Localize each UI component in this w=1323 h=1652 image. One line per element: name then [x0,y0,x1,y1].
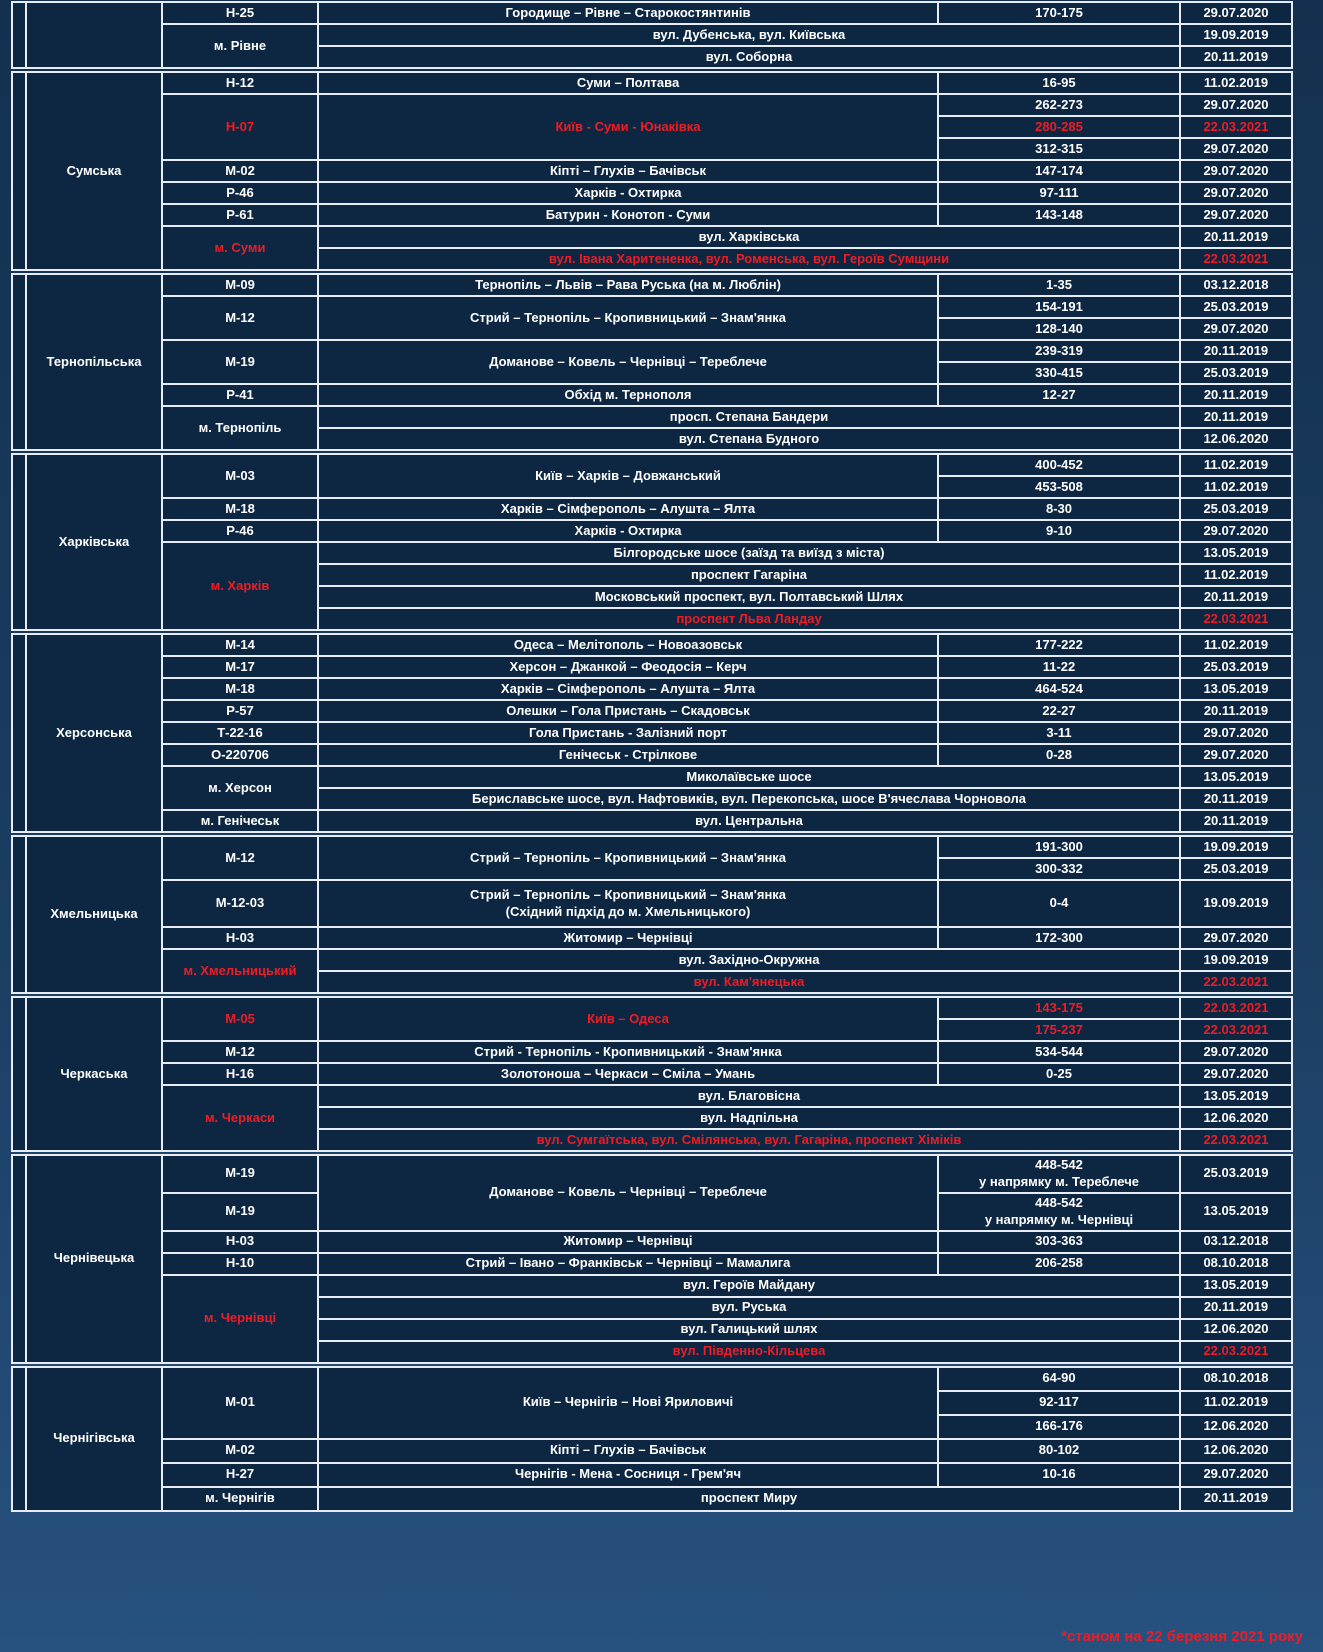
km-range-cell: 80-102 [938,1439,1180,1463]
region-section [11,1154,1293,1364]
street-name-cell: проспект Льва Ландау [318,608,1180,630]
street-name-cell: вул. Південно-Кільцева [318,1341,1180,1363]
street-name-cell: вул. Надпільна [318,1107,1180,1129]
date-cell: 12.06.2020 [1180,428,1292,450]
date-cell: 25.03.2019 [1180,498,1292,520]
date-cell: 29.07.2020 [1180,204,1292,226]
road-name-cell: Тернопіль – Львів – Рава Руська (на м. Люблін) [318,274,938,296]
edge-strip-cell [12,454,26,630]
date-cell: 20.11.2019 [1180,226,1292,248]
street-name-cell: вул. Благовісна [318,1085,1180,1107]
road-code-cell: Н-16 [162,1063,318,1085]
date-cell: 13.05.2019 [1180,1085,1292,1107]
city-code-cell: м. Харків [162,542,318,630]
road-name-cell: Обхід м. Тернополя [318,384,938,406]
km-range-cell: 128-140 [938,318,1180,340]
street-name-cell: Миколаївське шосе [318,766,1180,788]
city-code-cell: м. Херсон [162,766,318,810]
road-code-cell: Н-03 [162,927,318,949]
street-name-cell: вул. Західно-Окружна [318,949,1180,971]
road-name-cell: Житомир – Чернівці [318,927,938,949]
date-cell: 29.07.2020 [1180,182,1292,204]
road-code-cell: М-01 [162,1367,318,1439]
km-range-cell: 303-363 [938,1231,1180,1253]
road-name-cell: Одеса – Мелітополь – Новоазовськ [318,634,938,656]
road-code-cell: Р-41 [162,384,318,406]
date-cell: 12.06.2020 [1180,1439,1292,1463]
road-name-cell: Доманове – Ковель – Чернівці – Тереблече [318,1155,938,1231]
date-cell: 22.03.2021 [1180,248,1292,270]
edge-strip-cell [12,836,26,993]
date-cell: 13.05.2019 [1180,542,1292,564]
edge-strip-cell [12,1367,26,1511]
road-name-cell: Харків – Сімферополь – Алушта – Ялта [318,678,938,700]
date-cell: 08.10.2018 [1180,1367,1292,1391]
date-cell: 19.09.2019 [1180,836,1292,858]
km-range-cell: 92-117 [938,1391,1180,1415]
km-range-cell: 11-22 [938,656,1180,678]
km-range-cell: 9-10 [938,520,1180,542]
date-cell: 20.11.2019 [1180,586,1292,608]
km-range-cell: 177-222 [938,634,1180,656]
road-name-cell: Стрий – Тернопіль – Кропивницький – Знам'янка [318,296,938,340]
date-cell: 25.03.2019 [1180,296,1292,318]
road-code-cell: Р-57 [162,700,318,722]
road-code-cell: Н-07 [162,94,318,160]
edge-strip-cell [12,2,26,68]
date-cell: 25.03.2019 [1180,362,1292,384]
street-name-cell: вул. Галицький шлях [318,1319,1180,1341]
road-name-cell: Київ - Суми - Юнаківка [318,94,938,160]
street-name-cell: вул. Руська [318,1297,1180,1319]
km-range-cell: 12-27 [938,384,1180,406]
date-cell: 22.03.2021 [1180,608,1292,630]
km-range-cell: 280-285 [938,116,1180,138]
region-section [11,835,1293,994]
km-range-cell: 170-175 [938,2,1180,24]
edge-strip-cell [12,997,26,1151]
region-cell: Харківська [26,454,162,630]
date-cell: 29.07.2020 [1180,520,1292,542]
street-name-cell: вул. Центральна [318,810,1180,832]
km-range-cell: 3-11 [938,722,1180,744]
date-cell: 29.07.2020 [1180,744,1292,766]
road-name-cell: Золотоноша – Черкаси – Сміла – Умань [318,1063,938,1085]
date-cell: 19.09.2019 [1180,949,1292,971]
km-range-cell: 464-524 [938,678,1180,700]
date-cell: 29.07.2020 [1180,160,1292,182]
date-cell: 08.10.2018 [1180,1253,1292,1275]
street-name-cell: вул. Степана Будного [318,428,1180,450]
date-cell: 11.02.2019 [1180,1391,1292,1415]
date-cell: 20.11.2019 [1180,810,1292,832]
road-code-cell: М-12 [162,296,318,340]
region-cell: Черкаська [26,997,162,1151]
date-cell: 13.05.2019 [1180,1275,1292,1297]
road-code-cell: Н-12 [162,72,318,94]
km-range-cell: 166-176 [938,1415,1180,1439]
date-cell: 11.02.2019 [1180,634,1292,656]
date-cell: 25.03.2019 [1180,1155,1292,1193]
road-code-cell: Н-27 [162,1463,318,1487]
km-range-cell: 400-452 [938,454,1180,476]
km-range-cell: 64-90 [938,1367,1180,1391]
km-range-cell: 453-508 [938,476,1180,498]
date-cell: 03.12.2018 [1180,274,1292,296]
road-name-cell: Стрий – Тернопіль – Кропивницький – Знам'янка (Східний підхід до м. Хмельницького) [318,880,938,927]
date-cell: 12.06.2020 [1180,1415,1292,1439]
date-cell: 13.05.2019 [1180,1193,1292,1231]
date-cell: 29.07.2020 [1180,1041,1292,1063]
road-name-cell: Доманове – Ковель – Чернівці – Тереблече [318,340,938,384]
road-name-cell: Городище – Рівне – Старокостянтинів [318,2,938,24]
road-name-cell: Стрий - Тернопіль - Кропивницький - Знам'янка [318,1041,938,1063]
region-section [11,1366,1293,1512]
date-cell: 29.07.2020 [1180,318,1292,340]
km-range-cell: 206-258 [938,1253,1180,1275]
road-code-cell: М-12 [162,836,318,880]
km-range-cell: 22-27 [938,700,1180,722]
region-section [11,71,1293,271]
date-cell: 22.03.2021 [1180,1341,1292,1363]
date-cell: 20.11.2019 [1180,384,1292,406]
km-range-cell: 0-4 [938,880,1180,927]
road-code-cell: Т-22-16 [162,722,318,744]
date-cell: 22.03.2021 [1180,116,1292,138]
road-name-cell: Суми – Полтава [318,72,938,94]
date-cell: 20.11.2019 [1180,1487,1292,1511]
date-cell: 12.06.2020 [1180,1107,1292,1129]
city-code-cell: м. Чернівці [162,1275,318,1363]
road-name-cell: Житомир – Чернівці [318,1231,938,1253]
date-cell: 25.03.2019 [1180,656,1292,678]
road-name-cell: Харків – Сімферополь – Алушта – Ялта [318,498,938,520]
km-range-cell: 154-191 [938,296,1180,318]
street-name-cell: вул. Кам'янецька [318,971,1180,993]
road-name-cell: Гола Пристань - Залізний порт [318,722,938,744]
date-cell: 13.05.2019 [1180,678,1292,700]
road-code-cell: М-19 [162,1193,318,1231]
km-range-cell: 97-111 [938,182,1180,204]
street-name-cell: проспект Гагаріна [318,564,1180,586]
date-cell: 29.07.2020 [1180,138,1292,160]
km-range-cell: 312-315 [938,138,1180,160]
date-cell: 22.03.2021 [1180,971,1292,993]
date-cell: 29.07.2020 [1180,2,1292,24]
date-cell: 11.02.2019 [1180,454,1292,476]
date-cell: 25.03.2019 [1180,858,1292,880]
date-cell: 29.07.2020 [1180,927,1292,949]
date-cell: 11.02.2019 [1180,476,1292,498]
street-name-cell: Бериславське шосе, вул. Нафтовиків, вул. Перекопська, шосе В'ячеслава Чорновола [318,788,1180,810]
date-cell: 13.05.2019 [1180,766,1292,788]
road-code-cell: Н-03 [162,1231,318,1253]
city-code-cell: м. Суми [162,226,318,270]
date-cell: 22.03.2021 [1180,997,1292,1019]
date-cell: 19.09.2019 [1180,880,1292,927]
city-code-cell: м. Рівне [162,24,318,68]
road-name-cell: Стрий – Івано – Франківськ – Чернівці – Мамалига [318,1253,938,1275]
km-range-cell: 448-542 у напрямку м. Тереблече [938,1155,1180,1193]
road-name-cell: Київ – Одеса [318,997,938,1041]
city-code-cell: м. Генічеськ [162,810,318,832]
region-section [11,996,1293,1152]
road-code-cell: М-18 [162,678,318,700]
edge-strip-cell [12,1155,26,1363]
street-name-cell: вул. Харківська [318,226,1180,248]
date-cell: 11.02.2019 [1180,564,1292,586]
date-cell: 20.11.2019 [1180,340,1292,362]
city-code-cell: м. Черкаси [162,1085,318,1151]
street-name-cell: вул. Соборна [318,46,1180,68]
edge-strip-cell [12,634,26,832]
date-cell: 19.09.2019 [1180,24,1292,46]
street-name-cell: вул. Сумгаїтська, вул. Смілянська, вул. Гагаріна, проспект Хіміків [318,1129,1180,1151]
date-cell: 20.11.2019 [1180,700,1292,722]
road-code-cell: М-05 [162,997,318,1041]
road-code-cell: М-12-03 [162,880,318,927]
km-range-cell: 0-28 [938,744,1180,766]
edge-strip-cell [12,72,26,270]
street-name-cell: Московський проспект, вул. Полтавський Шлях [318,586,1180,608]
km-range-cell: 191-300 [938,836,1180,858]
region-section [11,1,1293,69]
road-name-cell: Київ – Харків – Довжанський [318,454,938,498]
date-cell: 20.11.2019 [1180,46,1292,68]
km-range-cell: 239-319 [938,340,1180,362]
road-code-cell: Р-61 [162,204,318,226]
region-cell: Чернівецька [26,1155,162,1363]
footnote: *станом на 22 березня 2021 року [1061,1628,1303,1645]
region-cell: Сумська [26,72,162,270]
date-cell: 29.07.2020 [1180,1463,1292,1487]
road-name-cell: Кіпті – Глухів – Бачівськ [318,1439,938,1463]
road-name-cell: Київ – Чернігів – Нові Яриловичі [318,1367,938,1439]
street-name-cell: Білгородське шосе (заїзд та виїзд з міста) [318,542,1180,564]
km-range-cell: 143-175 [938,997,1180,1019]
km-range-cell: 1-35 [938,274,1180,296]
road-name-cell: Чернігів - Мена - Сосниця - Грем'яч [318,1463,938,1487]
road-code-cell: М-09 [162,274,318,296]
road-code-cell: М-17 [162,656,318,678]
city-code-cell: м. Хмельницький [162,949,318,993]
km-range-cell: 8-30 [938,498,1180,520]
km-range-cell: 175-237 [938,1019,1180,1041]
region-cell: Тернопільська [26,274,162,450]
road-name-cell: Стрий – Тернопіль – Кропивницький – Знам'янка [318,836,938,880]
date-cell: 22.03.2021 [1180,1019,1292,1041]
region-section [11,273,1293,451]
road-sections-table-stack [11,1,1293,1514]
road-code-cell: М-19 [162,1155,318,1193]
street-name-cell: просп. Степана Бандери [318,406,1180,428]
road-code-cell: М-02 [162,160,318,182]
city-code-cell: м. Чернігів [162,1487,318,1511]
date-cell: 29.07.2020 [1180,722,1292,744]
road-code-cell: М-18 [162,498,318,520]
km-range-cell: 143-148 [938,204,1180,226]
road-name-cell: Харків - Охтирка [318,182,938,204]
km-range-cell: 0-25 [938,1063,1180,1085]
km-range-cell: 172-300 [938,927,1180,949]
date-cell: 29.07.2020 [1180,1063,1292,1085]
road-code-cell: М-19 [162,340,318,384]
region-section [11,633,1293,833]
road-name-cell: Олешки – Гола Пристань – Скадовськ [318,700,938,722]
region-cell [26,2,162,68]
road-name-cell: Батурин - Конотоп - Суми [318,204,938,226]
road-name-cell: Кіпті – Глухів – Бачівськ [318,160,938,182]
region-cell: Херсонська [26,634,162,832]
road-code-cell: М-02 [162,1439,318,1463]
road-code-cell: М-03 [162,454,318,498]
km-range-cell: 16-95 [938,72,1180,94]
date-cell: 20.11.2019 [1180,788,1292,810]
street-name-cell: вул. Дубенська, вул. Київська [318,24,1180,46]
km-range-cell: 534-544 [938,1041,1180,1063]
street-name-cell: вул. Героїв Майдану [318,1275,1180,1297]
road-code-cell: Р-46 [162,182,318,204]
road-name-cell: Херсон – Джанкой – Феодосія – Керч [318,656,938,678]
date-cell: 11.02.2019 [1180,72,1292,94]
road-code-cell: М-14 [162,634,318,656]
road-code-cell: М-12 [162,1041,318,1063]
date-cell: 22.03.2021 [1180,1129,1292,1151]
edge-strip-cell [12,274,26,450]
km-range-cell: 300-332 [938,858,1180,880]
region-section [11,453,1293,631]
region-cell: Чернігівська [26,1367,162,1511]
city-code-cell: м. Тернопіль [162,406,318,450]
road-name-cell: Генічеськ - Стрілкове [318,744,938,766]
date-cell: 12.06.2020 [1180,1319,1292,1341]
km-range-cell: 262-273 [938,94,1180,116]
street-name-cell: вул. Івана Харитененка, вул. Роменська, вул. Героїв Сумщини [318,248,1180,270]
road-code-cell: Р-46 [162,520,318,542]
street-name-cell: проспект Миру [318,1487,1180,1511]
km-range-cell: 147-174 [938,160,1180,182]
road-code-cell: Н-10 [162,1253,318,1275]
date-cell: 20.11.2019 [1180,1297,1292,1319]
date-cell: 03.12.2018 [1180,1231,1292,1253]
road-code-cell: Н-25 [162,2,318,24]
km-range-cell: 448-542 у напрямку м. Чернівці [938,1193,1180,1231]
road-name-cell: Харків - Охтирка [318,520,938,542]
km-range-cell: 330-415 [938,362,1180,384]
km-range-cell: 10-16 [938,1463,1180,1487]
date-cell: 20.11.2019 [1180,406,1292,428]
date-cell: 29.07.2020 [1180,94,1292,116]
road-code-cell: О-220706 [162,744,318,766]
region-cell: Хмельницька [26,836,162,993]
